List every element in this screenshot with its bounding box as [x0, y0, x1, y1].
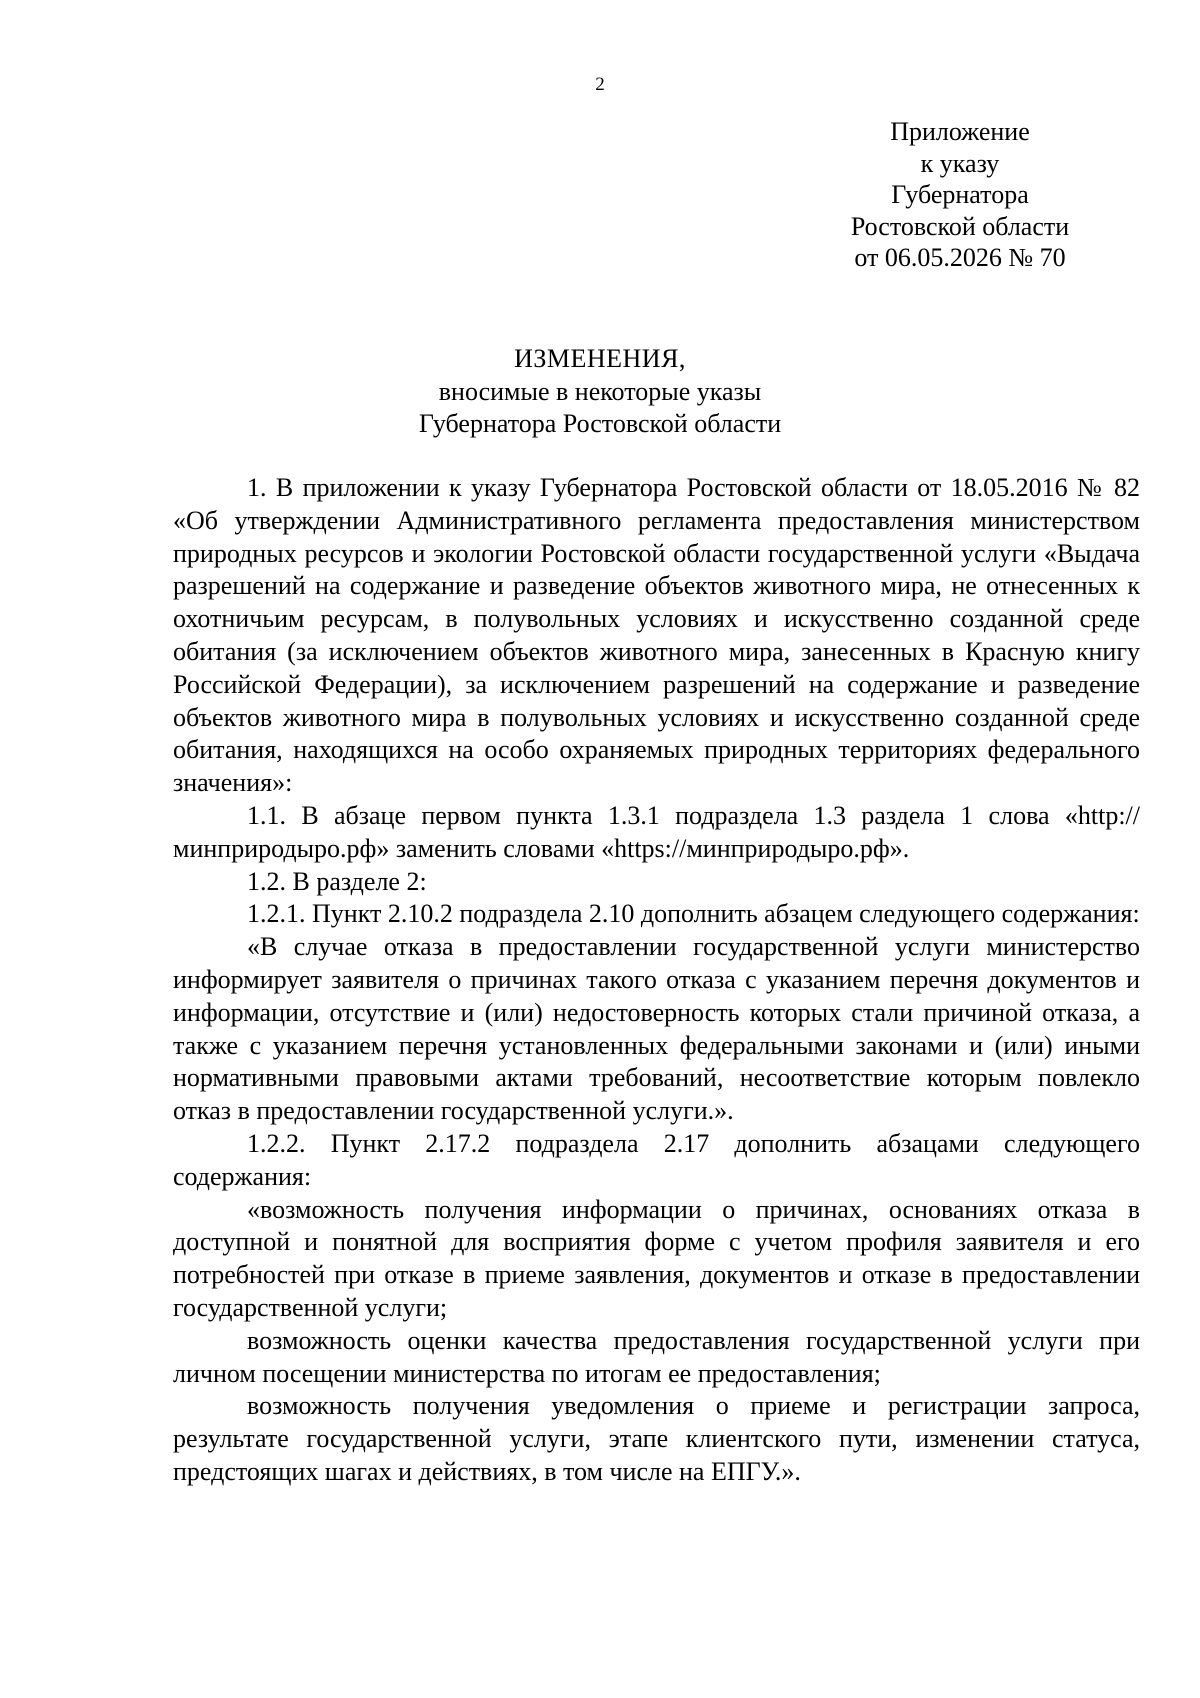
appendix-heading — [830, 116, 1090, 274]
title-main: ИЗМЕНЕНИЯ, — [514, 344, 686, 373]
paragraph: 1.2. В разделе 2: — [247, 866, 427, 896]
paragraph: 1.1. В абзаце первом пункта 1.3.1 подраздела 1.3 раздела 1 слова «http://минприродыро.рф» заменить словами «https://минприродыро.рф». — [173, 800, 1140, 863]
title-subtitle: Губернатора Ростовской области — [418, 409, 782, 438]
appendix-line: от 06.05.2026 № 70 — [854, 243, 1066, 272]
appendix-line: Ростовской области — [850, 211, 1070, 241]
document-body — [173, 472, 1140, 1489]
appendix-line: Губернатора — [891, 180, 1029, 209]
title-subtitle: вносимые в некоторые указы — [438, 376, 762, 406]
paragraph: «В случае отказа в предоставлении государственной услуги министерство информирует заявителя о причинах такого отказа с указанием перечня документов и информации, отсутствие и (или) недостоверность которых стали причиной отказа, а также с указанием перечня установленных федеральными законами и (или) иными нормативными правовыми актами требований, несоответствие которым повлекло отказ в предоставлении государственной услуги.». — [173, 932, 1140, 1126]
paragraph: «возможность получения информации о причинах, основаниях отказа в доступной и понятной для восприятия форме с учетом профиля заявителя и его потребностей при отказе в приеме заявления, документов и отказе в предоставлении государственной услуги; — [173, 1194, 1140, 1322]
appendix-line: к указу — [920, 148, 1000, 178]
paragraph: 1. В приложении к указу Губернатора Ростовской области от 18.05.2016 № 82 «Об утверждении Административного регламента предоставления министерством природных ресурсов и экологии Ростовской области государственной услуги «Выдача разрешений на содержание и разведение объектов животного мира, не отнесенных к охотничьим ресурсам, в полувольных условиях и искусственно созданной среде обитания (за исключением объектов животного мира, занесенных в Красную книгу Российской Федерации), за исключением разрешений на содержание и разведение объектов животного мира в полувольных условиях и искусственно созданной среде обитания, находящихся на особо охраняемых природных территориях федерального значения»: — [173, 473, 1140, 798]
document-title — [0, 343, 1200, 441]
paragraph: возможность оценки качества предоставления государственной услуги при личном посещении министерства по итогам ее предоставления; — [173, 1325, 1140, 1388]
page-number: 2 — [595, 74, 605, 95]
appendix-line: Приложение — [890, 117, 1030, 146]
paragraph: 1.2.1. Пункт 2.10.2 подраздела 2.10 дополнить абзацем следующего содержания: — [247, 899, 1140, 929]
paragraph: возможность получения уведомления о приеме и регистрации запроса, результате государственной услуги, этапе клиентского пути, изменении статуса, предстоящих шагах и действиях, в том числе на ЕПГУ.». — [173, 1391, 1140, 1486]
paragraph: 1.2.2. Пункт 2.17.2 подраздела 2.17 дополнить абзацами следующего содержания: — [173, 1128, 1140, 1191]
